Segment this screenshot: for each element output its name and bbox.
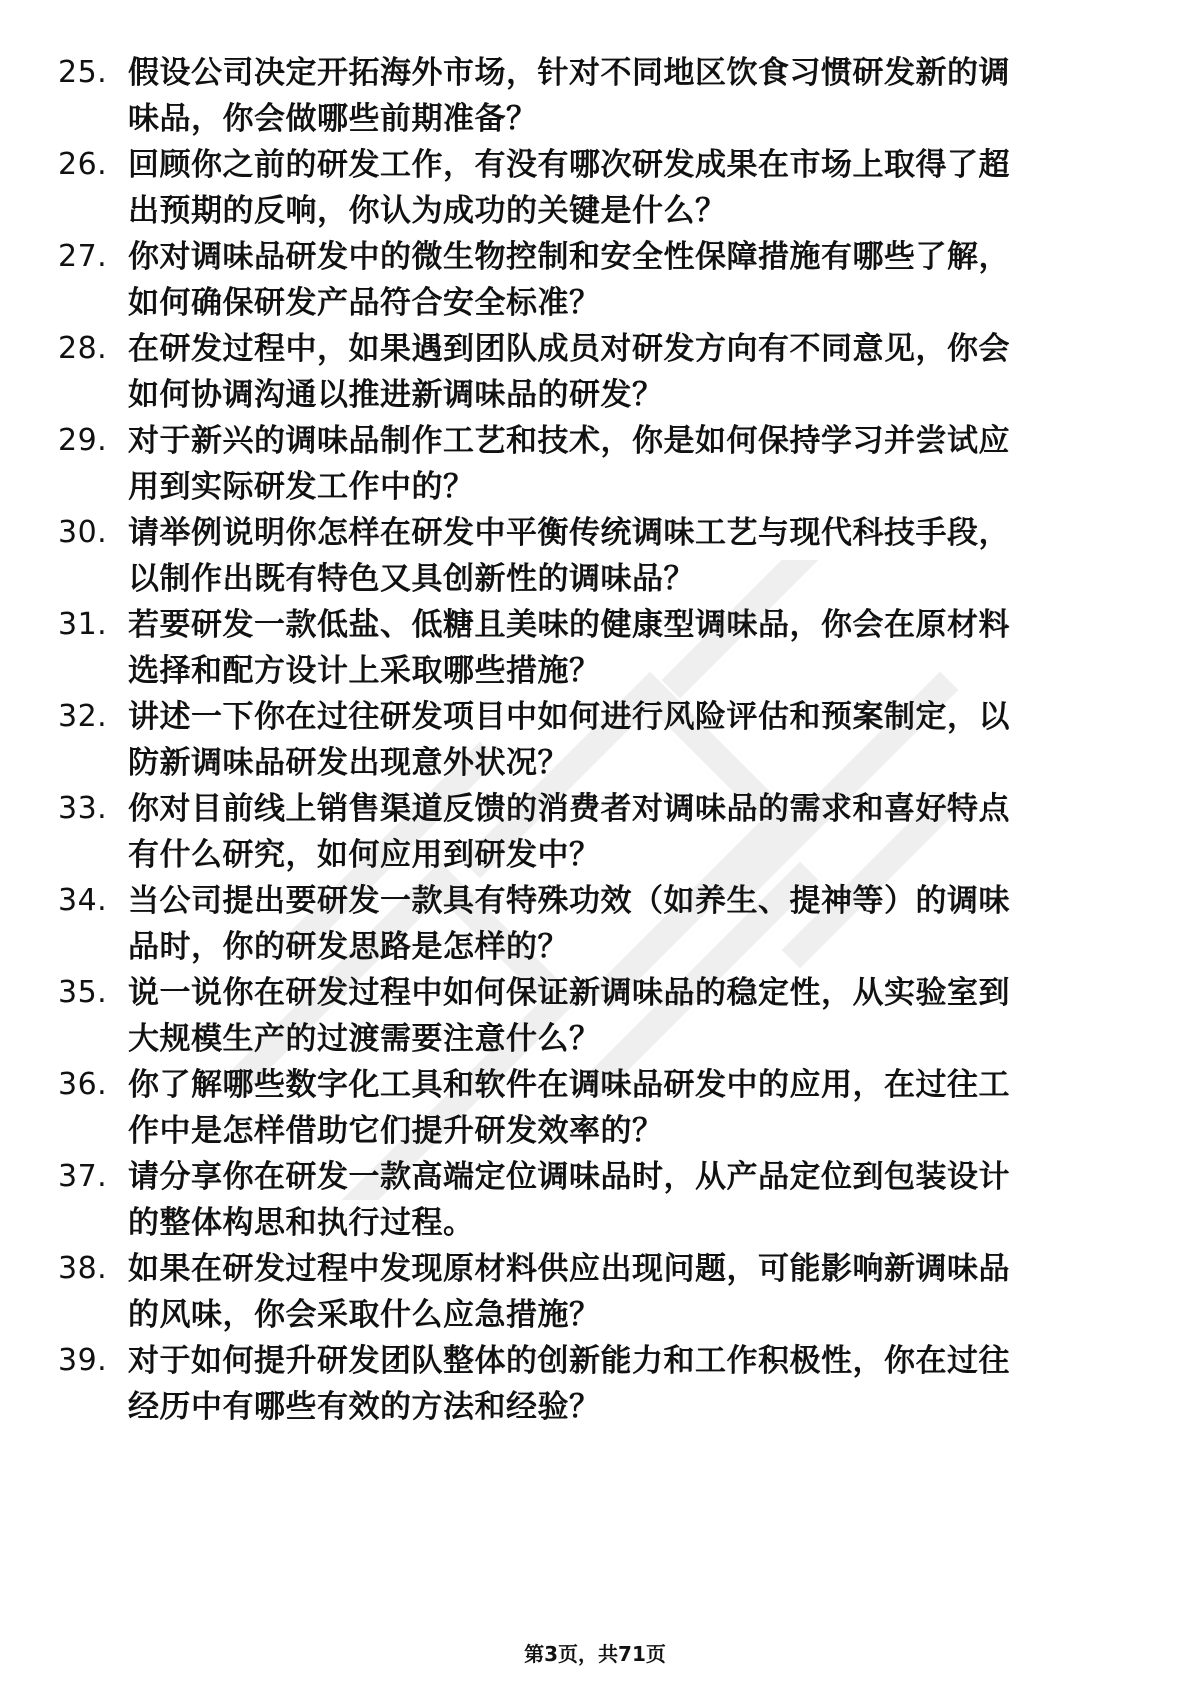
question-text: 若要研发一款低盐、低糖且美味的健康型调味品，你会在原材料 选择和配方设计上采取哪些措施？: [128, 607, 1010, 689]
question-text: 你了解哪些数字化工具和软件在调味品研发中的应用，在过往工 作中是怎样借助它们提升研发效率的？: [128, 1067, 1010, 1149]
question-number: 25.: [58, 55, 108, 90]
question-number: 27.: [58, 239, 108, 274]
question-item-39: [58, 1338, 1138, 1448]
question-text: 请举例说明你怎样在研发中平衡传统调味工艺与现代科技手段， 以制作出既有特色又具创新性的调味品？: [128, 515, 1010, 597]
question-text: 说一说你在研发过程中如何保证新调味品的稳定性，从实验室到 大规模生产的过渡需要注意什么？: [128, 975, 1010, 1057]
question-number: 28.: [58, 331, 108, 366]
question-text: 你对目前线上销售渠道反馈的消费者对调味品的需求和喜好特点 有什么研究，如何应用到研发中？: [128, 791, 1010, 873]
question-number: 36.: [58, 1067, 108, 1102]
question-number: 26.: [58, 147, 108, 182]
question-number: 38.: [58, 1251, 108, 1286]
question-number: 32.: [58, 699, 108, 734]
question-number: 33.: [58, 791, 108, 826]
question-text: 回顾你之前的研发工作，有没有哪次研发成果在市场上取得了超 出预期的反响，你认为成功的关键是什么？: [128, 147, 1010, 229]
question-number: 39.: [58, 1343, 108, 1378]
page-number-footer: 第3页，共71页: [524, 1642, 666, 1666]
question-text: 假设公司决定开拓海外市场，针对不同地区饮食习惯研发新的调 味品，你会做哪些前期准备？: [128, 55, 1010, 137]
question-number: 30.: [58, 515, 108, 550]
question-text: 请分享你在研发一款高端定位调味品时，从产品定位到包装设计 的整体构思和执行过程。: [128, 1159, 1010, 1241]
question-text: 讲述一下你在过往研发项目中如何进行风险评估和预案制定，以 防新调味品研发出现意外状况？: [128, 699, 1010, 781]
question-text: 在研发过程中，如果遇到团队成员对研发方向有不同意见，你会 如何协调沟通以推进新调味品的研发？: [128, 331, 1010, 413]
question-text: 对于新兴的调味品制作工艺和技术，你是如何保持学习并尝试应 用到实际研发工作中的？: [128, 423, 1010, 505]
question-number: 31.: [58, 607, 108, 642]
question-number: 29.: [58, 423, 108, 458]
question-text: 对于如何提升研发团队整体的创新能力和工作积极性，你在过往 经历中有哪些有效的方法和经验？: [128, 1343, 1010, 1425]
question-number: 37.: [58, 1159, 108, 1194]
question-number: 35.: [58, 975, 108, 1010]
question-text: 你对调味品研发中的微生物控制和安全性保障措施有哪些了解， 如何确保研发产品符合安全标准？: [128, 239, 1010, 321]
question-text: 当公司提出要研发一款具有特殊功效（如养生、提神等）的调味 品时，你的研发思路是怎样的？: [128, 883, 1010, 965]
question-number: 34.: [58, 883, 108, 918]
question-text: 如果在研发过程中发现原材料供应出现问题，可能影响新调味品 的风味，你会采取什么应急措施？: [128, 1251, 1010, 1333]
